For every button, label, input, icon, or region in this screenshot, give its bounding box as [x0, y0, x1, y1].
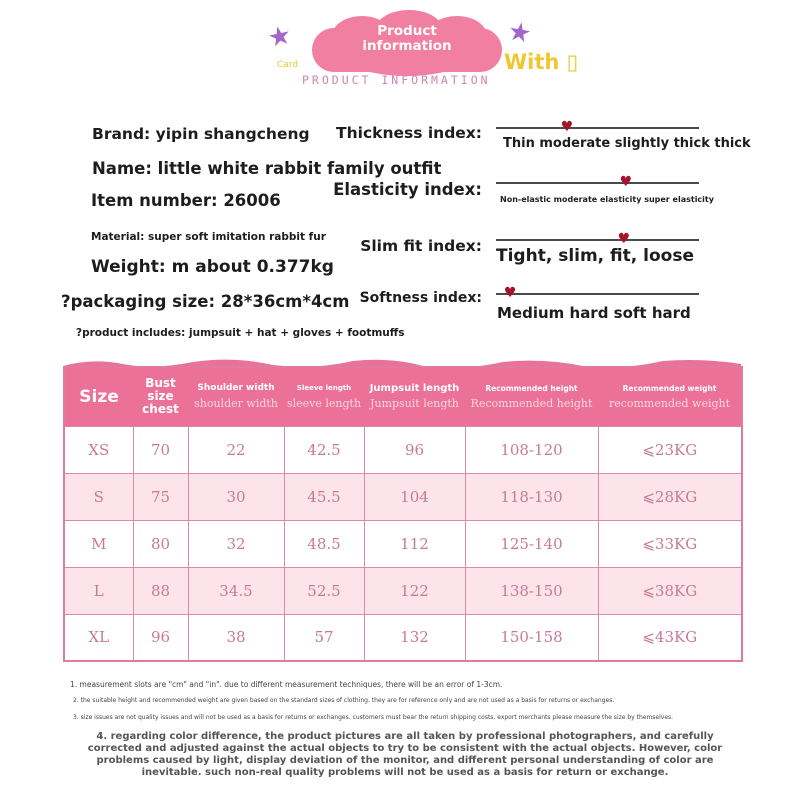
- packaging-text: ?packaging size: 28*36cm*4cm: [61, 292, 350, 311]
- note-3: 3. size issues are not quality issues and will not be used as a basis for returns or exchanges. customers must bear the return shipping costs. export merchants please measure the size by themselves.: [73, 714, 674, 721]
- size-chart: [63, 366, 741, 662]
- thickness-index-label: Thickness index:: [336, 124, 482, 142]
- size-table: [63, 366, 743, 662]
- heart-icon: ♥: [619, 174, 633, 190]
- heart-icon: ♥: [560, 119, 574, 135]
- thickness-scale-text: Thin moderate slightly thick thick: [503, 136, 751, 151]
- with-label: With ▯: [504, 50, 579, 74]
- softness-index-label: Softness index:: [359, 290, 482, 306]
- banner-title: Product information: [362, 23, 452, 54]
- softness-scale-text: Medium hard soft hard: [497, 304, 691, 322]
- star-icon: ★: [505, 16, 534, 50]
- card-label: Card: [277, 60, 299, 70]
- table-row: XS 70 22 42.5 96 108-120 ⩽23KG: [64, 426, 742, 473]
- header-bust: Bust size chest: [133, 367, 188, 426]
- elasticity-scale-text: Non-elastic moderate elasticity super elasticity: [500, 195, 714, 204]
- heart-icon: ♥: [503, 285, 517, 301]
- elasticity-index-scale: [496, 174, 699, 190]
- table-row: XL 96 38 57 132 150-158 ⩽43KG: [64, 614, 742, 661]
- header-size: Size: [64, 367, 133, 426]
- slim-fit-index-scale: [496, 231, 699, 247]
- table-row: S 75 30 45.5 104 118-130 ⩽28KG: [64, 473, 742, 520]
- star-icon: ★: [265, 19, 295, 55]
- weight-text: Weight: m about 0.377kg: [91, 257, 334, 277]
- banner-subtitle: PRODUCT INFORMATION: [302, 73, 491, 87]
- product-info-banner: [0, 0, 800, 95]
- item-number-text: Item number: 26006: [91, 191, 281, 210]
- material-text: Material: super soft imitation rabbit fur: [91, 231, 326, 243]
- slim-fit-scale-text: Tight, slim, fit, loose: [496, 246, 694, 266]
- header-jumpsuit: Jumpsuit length Jumpsuit length: [364, 367, 465, 426]
- header-shoulder: Shoulder width shoulder width: [188, 367, 284, 426]
- softness-index-scale: [496, 285, 699, 301]
- header-height: Recommended height Recommended height: [465, 367, 598, 426]
- header-weight: Recommended weight recommended weight: [598, 367, 742, 426]
- note-1: 1. measurement slots are "cm" and "in". due to different measurement techniques, there will be an error of 1-3cm.: [70, 680, 503, 689]
- note-4: 4. regarding color difference, the product pictures are all taken by professional photographers, and carefully corrected and adjusted against the actual objects to try to be consistent with the actual objects. However, color problems caused by light, display deviation of the monitor, and different personal understanding of color are inevitable. such non-real quality problems will not be used as a basis for return or exchange.: [87, 731, 723, 778]
- table-row: L 88 34.5 52.5 122 138-150 ⩽38KG: [64, 567, 742, 614]
- table-header-row: [64, 367, 742, 426]
- table-row: M 80 32 48.5 112 125-140 ⩽33KG: [64, 520, 742, 567]
- note-2: 2. the suitable height and recommended weight are given based on the standard sizes of clothing. they are for reference only and are not used as a basis for returns or exchanges.: [73, 697, 615, 704]
- includes-text: ?product includes: jumpsuit + hat + gloves + footmuffs: [76, 327, 405, 339]
- name-text: Name: little white rabbit family outfit: [92, 159, 442, 178]
- heart-icon: ♥: [617, 231, 631, 247]
- brand-text: Brand: yipin shangcheng: [92, 125, 310, 143]
- slim-fit-index-label: Slim fit index:: [360, 237, 482, 255]
- elasticity-index-label: Elasticity index:: [333, 180, 482, 199]
- header-sleeve: Sleeve length sleeve length: [284, 367, 364, 426]
- thickness-index-scale: [496, 119, 699, 135]
